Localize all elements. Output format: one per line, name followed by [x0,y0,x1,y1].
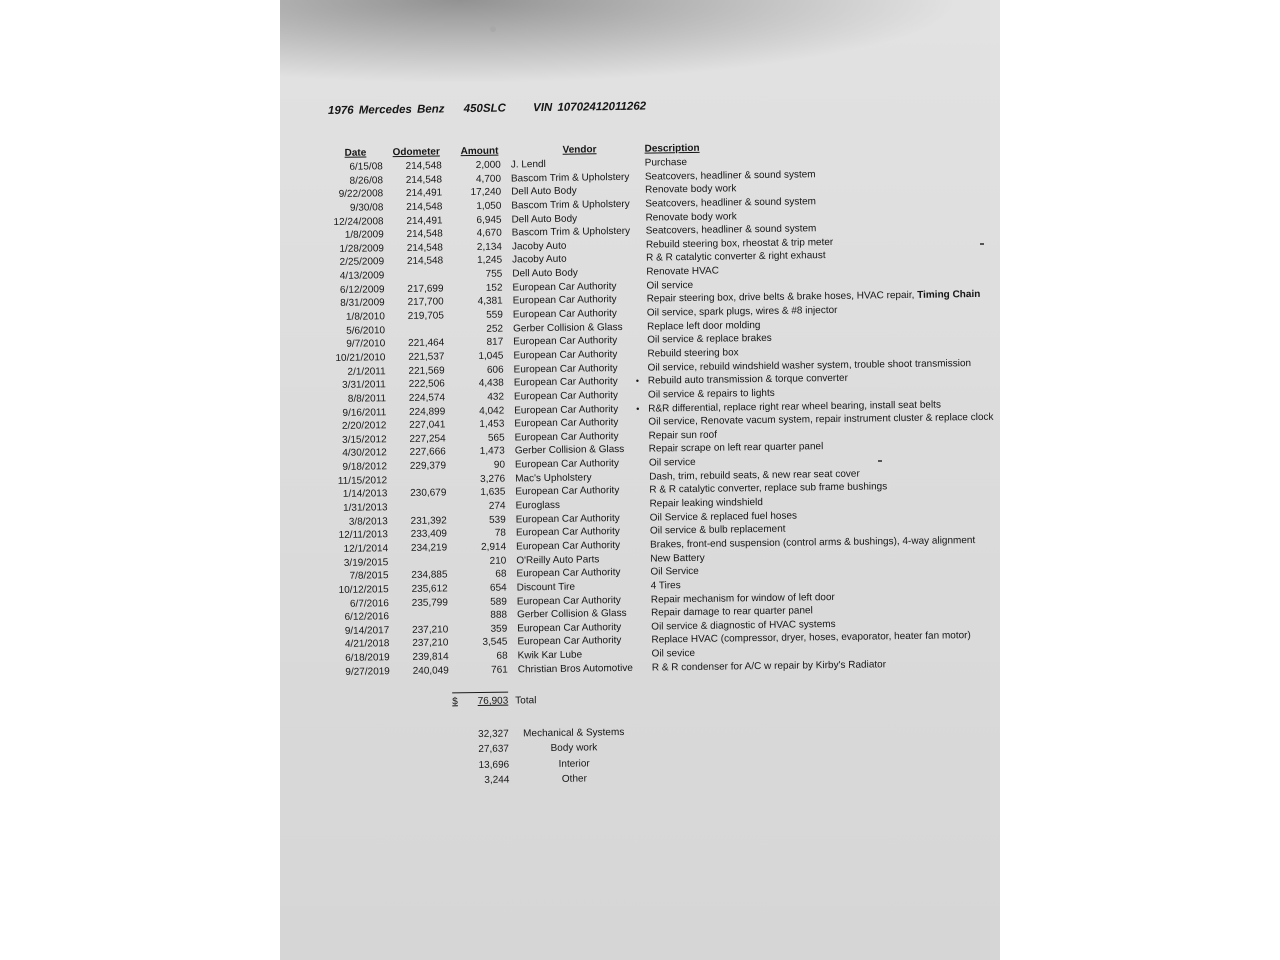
description-text: Replace left door molding [646,319,761,333]
cell-amount: 90 [493,459,506,471]
header-vendor: Vendor [562,144,597,156]
cell-vendor: European Car Authority [514,403,619,416]
description-text: Brakes, front-end suspension (control arms & bushings), 4-way alignment [650,534,976,551]
cell-vendor: European Car Authority [513,362,618,376]
cell-vendor: Gerber Collision & Glass [512,321,623,335]
cell-odometer: 227,041 [409,419,446,432]
cell-vendor: European Car Authority [515,526,620,539]
cell-amount: 4,700 [475,173,502,185]
cell-odometer: 231,392 [410,515,447,527]
cell-vendor: European Car Authority [512,308,617,321]
description-text: Seatcovers, headliner & sound system [644,168,816,183]
summary-label: Body work [550,742,598,755]
cell-amount: 4,670 [476,227,502,240]
cell-odometer: 214,548 [406,242,444,254]
cell-amount: 252 [486,323,504,335]
cell-date: 10/12/2015 [338,584,389,596]
cell-date: 3/8/2013 [348,515,388,528]
cell-amount: 2,134 [476,241,503,253]
cell-date: 9/18/2012 [342,461,388,473]
cell-date: 6/12/2009 [339,284,385,296]
cell-date: 4/13/2009 [339,270,385,283]
cell-odometer: 235,612 [411,583,448,595]
cell-vendor: European Car Authority [513,389,619,403]
cell-date: 6/12/2016 [344,611,390,623]
description-text: Oil Service [650,566,699,578]
description-text: Oil service [648,457,696,469]
service-rows [281,152,1000,680]
bullet-mark: • [635,375,640,387]
description-text: Repair leaking windshield [649,497,764,510]
cell-odometer: 240,049 [412,665,449,677]
description-text: Oil service & replace brakes [647,333,772,346]
cell-amount: 4,438 [478,377,504,390]
cell-vendor: Bascom Trim & Upholstery [510,171,630,185]
cell-amount: 1,245 [477,255,503,267]
cell-vendor: J. Lendl [510,158,546,171]
description-text: Seatcovers, headliner & sound system [645,223,817,237]
cell-amount: 539 [488,514,506,526]
cell-vendor: Euroglass [515,499,561,512]
cell-date: 2/20/2012 [341,420,387,433]
cell-amount: 2,000 [475,159,501,171]
cell-date: 9/27/2019 [345,665,390,678]
cell-vendor: Bascom Trim & Upholstery [511,226,631,239]
cell-description [649,456,696,470]
cell-amount: 6,945 [476,214,502,226]
cell-date: 9/14/2017 [344,625,390,637]
header-date: Date [344,147,367,159]
cell-date: 8/26/08 [349,174,384,187]
description-text: Renovate body work [645,210,737,224]
cell-date: 11/15/2012 [337,474,388,487]
description-text: Repair steering box, drive belts & brake hoses, HVAC repair, [646,290,915,306]
cell-odometer: 234,219 [410,542,448,554]
cell-amount: 761 [491,664,508,676]
cell-date: 4/21/2018 [344,638,390,651]
cell-date: 1/8/2010 [345,311,385,323]
header-odometer: Odometer [392,146,440,159]
cell-date: 4/30/2012 [342,447,387,460]
cell-date: 12/11/2013 [338,529,389,542]
cell-description [652,647,696,661]
cell-amount: 17,240 [470,186,502,199]
cell-amount: 1,453 [479,418,505,431]
summary-amount: 3,244 [484,774,510,787]
cell-description [645,156,687,170]
cell-vendor: European Car Authority [513,335,618,348]
cell-date: 9/7/2010 [346,338,386,351]
description-text: Dash, trim, rebuild seats, & new rear seat cover [649,468,860,483]
cell-date: 1/14/2013 [342,488,388,501]
total-label: Total [515,695,537,707]
description-text: Renovate HVAC [646,265,720,278]
description-text: New Battery [650,552,705,565]
cell-amount: 755 [485,268,503,280]
cell-amount: 565 [487,432,505,444]
description-text: Seatcovers, headliner & sound system [645,196,817,210]
cell-amount: 274 [488,500,506,512]
cell-date: 1/28/2009 [339,243,385,255]
cell-description [648,428,717,443]
cell-odometer: 217,700 [407,296,444,309]
cell-amount: 210 [489,555,507,567]
cell-description [645,183,736,198]
description-text: Rebuild auto transmission & torque converter [647,373,848,387]
cell-odometer: 235,799 [411,596,448,609]
description-text: Repair scrape on left rear quarter panel [648,441,824,456]
cell-amount: 589 [490,596,507,608]
cell-date: 2/1/2011 [347,365,386,378]
description-text: Oil service, spark plugs, wires & #8 injector [646,304,838,319]
cell-amount: 1,473 [479,446,505,458]
cell-vendor: European Car Authority [517,635,622,648]
cell-description [650,565,699,579]
cell-vendor: European Car Authority [517,621,622,635]
pin-mark [490,26,496,32]
description-text: Oil service, Renovate vacum system, repair instrument cluster & replace clock [648,411,994,428]
summary-label: Other [561,773,587,785]
cell-vendor: Dell Auto Body [511,185,577,198]
cell-vendor: European Car Authority [515,512,620,526]
cell-odometer: 224,574 [408,392,446,404]
cell-amount: 1,045 [478,350,504,362]
total-row [288,688,1000,712]
cell-date: 6/7/2016 [349,597,389,610]
cell-vendor: Kwik Kar Lube [517,649,583,662]
cell-vendor: Gerber Collision & Glass [516,608,627,621]
cell-odometer: 214,548 [406,255,444,268]
cell-amount: 606 [486,364,504,376]
description-text: Renovate body work [645,183,737,196]
cell-amount: 654 [489,582,507,594]
description-text: R&R differential, replace right rear wheel bearing, install seat belts [648,399,941,415]
cell-amount: 432 [487,391,505,403]
cell-vendor: Dell Auto Body [512,267,578,280]
cell-odometer: 214,491 [405,187,443,200]
total-rule [452,692,508,694]
description-text: Rebuild steering box, rheostat & trip meter [645,236,834,251]
title-model: 450SLC [463,102,506,116]
description-text: Oil sevice [651,648,696,660]
cell-amount: 1,050 [476,200,502,212]
cell-odometer: 237,210 [412,624,449,636]
cell-vendor: European Car Authority [513,348,618,362]
cell-odometer: 230,679 [410,487,447,500]
cell-odometer: 233,409 [410,528,448,541]
description-text: 4 Tires [650,580,681,592]
cell-vendor: European Car Authority [516,594,621,607]
cell-odometer: 219,705 [407,310,444,322]
document-title [328,101,646,119]
description-text: Replace HVAC (compressor, dryer, hoses, evaporator, heater fan motor) [651,630,971,646]
bullet-mark: • [636,403,640,414]
cell-odometer: 214,491 [406,215,443,227]
summary-amount: 32,327 [478,728,509,740]
cell-date: 6/15/08 [349,161,383,173]
cell-odometer: 239,814 [412,651,449,663]
cell-vendor: O'Reilly Auto Parts [516,553,600,567]
cell-odometer: 214,548 [406,228,443,241]
cell-description [645,210,736,225]
cell-vendor: Christian Bros Automotive [517,662,633,676]
description-bold-text: Timing Chain [917,289,981,302]
cell-odometer: 234,885 [411,569,448,582]
cell-amount: 888 [490,609,508,621]
cell-date: 9/22/2008 [338,188,384,201]
cell-odometer: 227,666 [409,446,446,459]
title-make: 1976 Mercedes Benz [327,103,445,118]
cell-vendor: Gerber Collision & Glass [514,444,625,457]
cell-description [651,579,681,593]
cell-amount: 559 [486,309,503,321]
cell-amount: 817 [486,336,504,349]
cell-vendor: Jacoby Auto [511,240,567,253]
cell-amount: 3,545 [482,636,508,649]
cell-vendor: Discount Tire [516,581,576,594]
cell-date: 9/16/2011 [342,406,387,419]
description-text: R & R catalytic converter & right exhaust [646,250,826,265]
cell-amount: 3,276 [480,473,506,485]
cell-date: 1/31/2013 [342,502,388,514]
cell-odometer: 214,548 [406,201,443,213]
cell-date: 10/21/2010 [335,352,386,364]
cell-amount: 152 [485,282,503,294]
cell-date: 6/18/2019 [345,652,390,664]
cell-date: 2/25/2009 [339,256,385,269]
cell-date: 9/30/08 [349,202,384,214]
cell-odometer: 227,254 [409,433,446,445]
total-currency: $ [452,696,458,708]
description-text: Oil service & diagnostic of HVAC systems [651,618,836,633]
top-shadow [280,0,1000,90]
document-photo [280,0,1000,960]
cell-amount: 4,042 [479,405,505,417]
cell-date: 3/19/2015 [343,556,389,569]
cell-vendor: European Car Authority [515,485,620,498]
service-record-sheet [280,91,1000,821]
cell-vendor: Dell Auto Body [511,213,578,226]
cell-odometer: 229,379 [409,460,447,473]
description-text: Rebuild steering box [647,347,739,360]
cell-vendor: European Car Authority [516,539,621,553]
cell-vendor: European Car Authority [513,376,618,389]
title-vin: VIN 10702412011262 [533,100,647,115]
description-text: Oil service & bulb replacement [649,523,786,537]
header-amount: Amount [460,145,499,158]
description-text: R & R catalytic converter, replace sub frame bushings [649,481,888,496]
description-text: Oil service [646,279,694,292]
cell-odometer: 214,548 [405,160,442,172]
total-amount: 76,903 [477,695,509,707]
cell-amount: 68 [495,568,507,580]
cell-amount: 359 [490,623,508,635]
summary-table [289,721,1000,793]
summary-label: Mechanical & Systems [523,726,625,740]
cell-date: 3/31/2011 [342,379,386,392]
cell-description [650,551,705,565]
cell-odometer: 214,548 [405,174,443,186]
cell-description [646,265,719,280]
summary-amount: 13,696 [478,759,510,771]
cell-date: 8/31/2009 [340,297,385,310]
summary-label: Interior [558,758,590,770]
cell-description [647,346,738,361]
description-text: Oil service, rebuild windshield washer system, trouble shoot transmission [647,357,972,374]
cell-date: 5/6/2010 [346,324,386,337]
cell-vendor: Bascom Trim & Upholstery [511,198,630,212]
description-text: Oil Service & replaced fuel hoses [649,510,798,524]
cell-amount: 1,635 [480,486,506,499]
cell-vendor: European Car Authority [512,294,617,307]
cell-amount: 78 [494,527,507,540]
cell-date: 12/1/2014 [343,543,389,555]
cell-odometer: 221,537 [408,351,445,363]
cell-vendor: European Car Authority [514,458,619,471]
cell-vendor: Mac's Upholstery [515,472,592,485]
description-text: Repair sun roof [648,429,718,442]
cell-vendor: European Car Authority [514,430,619,444]
description-text: Repair mechanism for window of left door [650,591,835,606]
cell-date: 7/8/2015 [349,570,389,582]
description-text: R & R condenser for A/C w repair by Kirby's Radiator [651,658,887,674]
description-text: Repair damage to rear quarter panel [650,605,813,619]
cell-vendor: European Car Authority [512,280,617,294]
cell-amount: 68 [496,650,508,662]
cell-date: 12/24/2008 [333,215,384,228]
cell-date: 8/8/2011 [347,393,387,405]
cell-amount: 2,914 [481,541,507,553]
cell-vendor: Jacoby Auto [512,254,567,266]
header-description: Description [644,142,700,155]
cell-description [646,279,693,293]
cell-date: 3/15/2012 [342,434,387,446]
description-text: Oil service & repairs to lights [647,387,775,401]
cell-date: 1/8/2009 [344,229,384,242]
cell-odometer: 224,899 [408,405,446,418]
cell-odometer: 221,464 [408,337,445,350]
cell-vendor: European Car Authority [514,417,619,430]
description-text: Purchase [644,157,688,169]
cell-odometer: 237,210 [412,637,449,650]
cell-odometer: 221,569 [408,365,445,377]
cell-odometer: 217,699 [407,283,444,295]
cell-description [652,658,886,675]
summary-amount: 27,637 [478,743,510,756]
cell-amount: 4,381 [477,296,503,308]
cell-odometer: 222,506 [408,378,445,391]
cell-vendor: European Car Authority [516,567,621,580]
